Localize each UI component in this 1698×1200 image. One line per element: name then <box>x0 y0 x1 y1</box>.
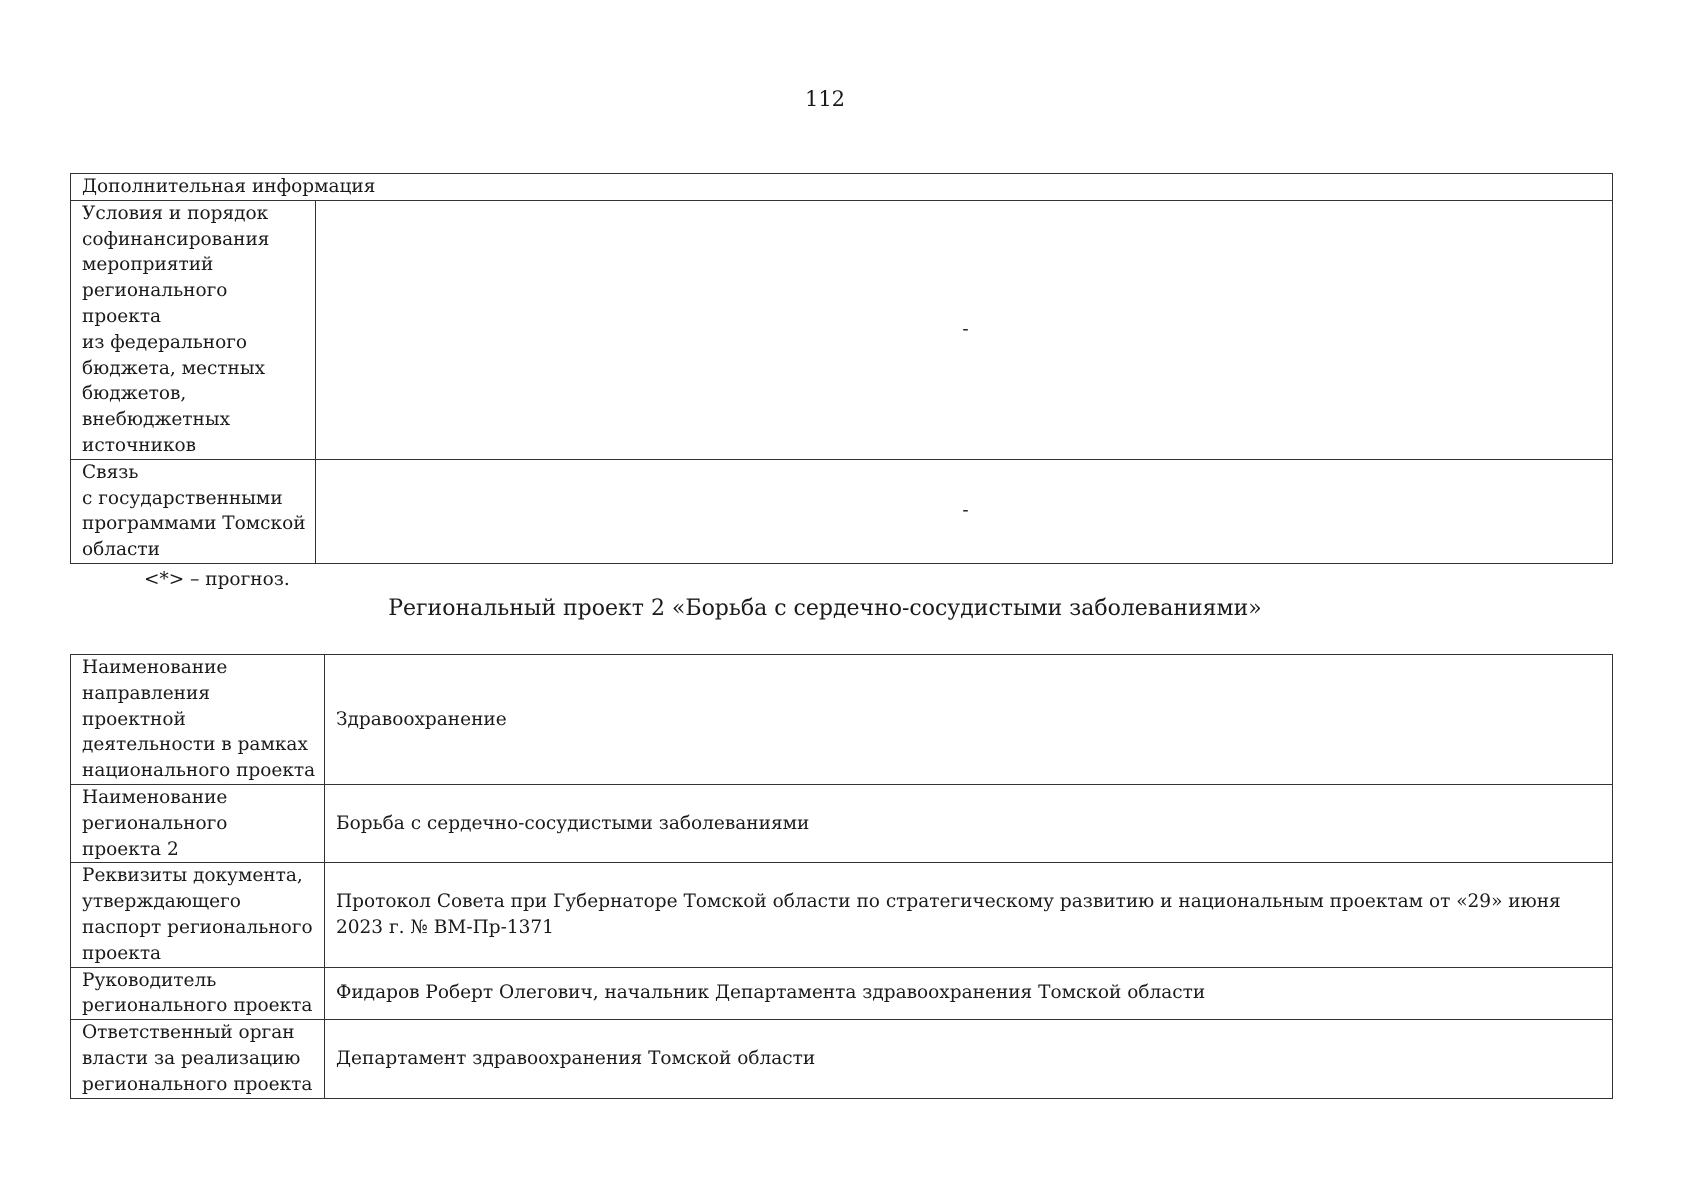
responsible-body-label: Ответственный орган власти за реализацию регионального проекта <box>71 1020 325 1098</box>
table-row <box>71 200 1613 459</box>
document-details-label: Реквизиты документа, утверждающего паспорт регионального проекта <box>71 863 325 967</box>
additional-info-table <box>70 173 1613 564</box>
responsible-body-value: Департамент здравоохранения Томской области <box>325 1020 1613 1098</box>
project-head-value: Фидаров Роберт Олегович, начальник Департамента здравоохранения Томской области <box>325 967 1613 1020</box>
document-details-value: Протокол Совета при Губернаторе Томской области по стратегическому развитию и национальным проектам от «29» июня 2023 г. № ВМ-Пр-1371 <box>325 863 1613 967</box>
regional-project-table <box>70 654 1613 1099</box>
project-head-label: Руководитель регионального проекта <box>71 967 325 1020</box>
table-row <box>71 863 1613 967</box>
cofinancing-value: - <box>316 200 1613 459</box>
table-row <box>71 967 1613 1020</box>
table-row <box>71 784 1613 862</box>
page-number: 112 <box>804 87 846 111</box>
direction-label: Наименование направления проектной деятельности в рамках национального проекта <box>71 655 325 785</box>
project-name-label: Наименование регионального проекта 2 <box>71 784 325 862</box>
additional-info-header: Дополнительная информация <box>71 174 1613 201</box>
table-row <box>71 655 1613 785</box>
forecast-footnote: <*> – прогноз. <box>144 569 290 590</box>
state-programs-label: Связь с государственными программами Томской области <box>71 459 316 563</box>
section-title: Региональный проект 2 «Борьба с сердечно-сосудистыми заболеваниями» <box>388 596 1262 621</box>
table-row <box>71 459 1613 563</box>
table-row <box>71 174 1613 201</box>
direction-value: Здравоохранение <box>325 655 1613 785</box>
cofinancing-label: Условия и порядок софинансирования мероприятий регионального проекта из федерального бюджета, местных бюджетов, внебюджетных источников <box>71 200 316 459</box>
table-row <box>71 1020 1613 1098</box>
project-name-value: Борьба с сердечно-сосудистыми заболеваниями <box>325 784 1613 862</box>
state-programs-value: - <box>316 459 1613 563</box>
